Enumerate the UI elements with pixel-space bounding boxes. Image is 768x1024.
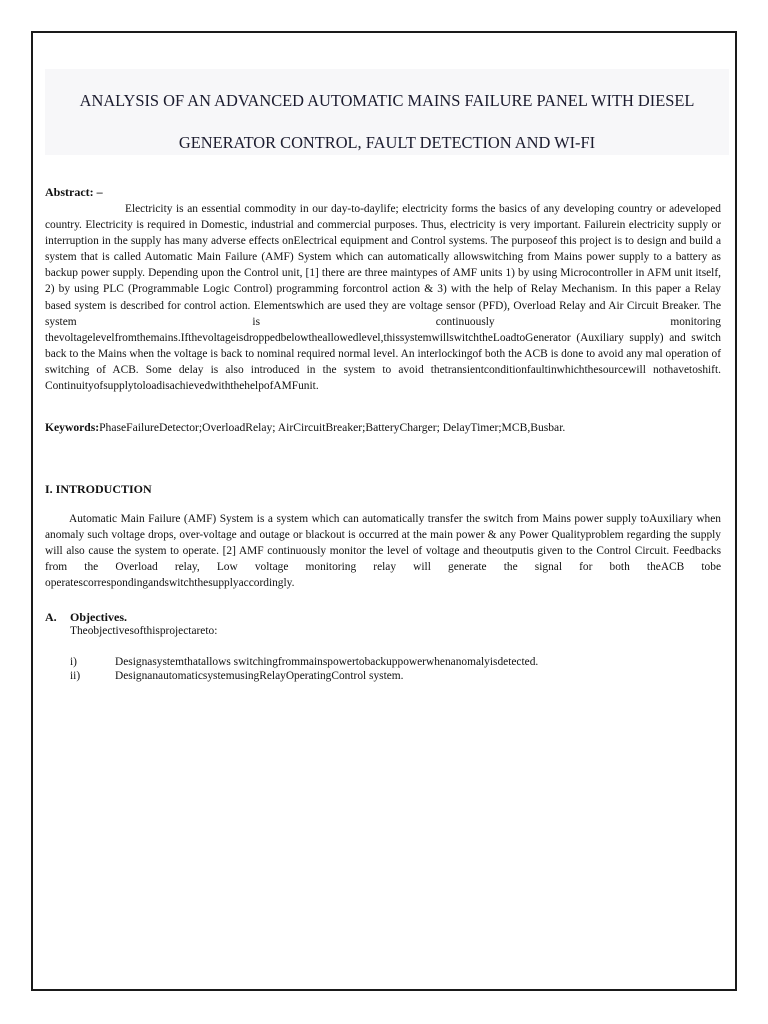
introduction-heading: I. INTRODUCTION (45, 482, 152, 496)
abstract-paragraph: Electricity is an essential commodity in our day-to-daylife; electricity forms the basics of any developing country or adeveloped country. Electricity is required in Domestic, industrial and commercial purposes. Thus, electricity is very important. Failurein electricity supply or interruption in the supply has many adverse effects onElectrical equipment and Control systems. The purposeof this project is to design and build a system that is called Automatic Main Failure (AMF) System which can automatically allowswitching from Mains power supply to a battery as backup power supply. Depending upon the Control unit, [1] there are three maintypes of AMF units 1) by using Microcontroller in AFM unit itself, 2) by using PLC (Programmable Logic Control) programming forcontrol action & 3) with the help of Relay Mechanism. In this paper a Relay based system is described for control action. Elementswhich are used they are voltage sensor (PFD), Overload Relay and Air Circuit Breaker. The system is continuously monitoring thevoltagelevelfromthemains.Ifthevoltageisdroppedbelowtheallowedlevel,thissystemwillswitchtheLoadtoGenerator (Auxiliary supply) and switch back to the Mains when the voltage is back to nominal required normal level. An interlockingof both the ACB is done to avoid any mal operation of switching of ACB. Some delay is also introduced in the system to avoid thetransientconditionfaultinwhichthesourcewill nothavetoshift. ContinuityofsupplytoloadisachievedwiththehelpofAMFunit. (45, 203, 721, 393)
paper-title-line-1: ANALYSIS OF AN ADVANCED AUTOMATIC MAINS FAILURE PANEL WITH DIESEL (79, 91, 695, 110)
abstract-heading: Abstract: – (45, 185, 103, 199)
keywords-text: PhaseFailureDetector;OverloadRelay; AirCircuitBreaker;BatteryCharger; DelayTimer;MCB,Busbar. (99, 421, 566, 434)
objectives-heading: Objectives. (70, 610, 127, 624)
introduction-paragraph: Automatic Main Failure (AMF) System is a system which can automatically transfer the switch from Mains power supply toAuxiliary when anomaly such voltage drops, over-voltage and outage or blackout is occurred at the main power & any Power Qualityproblem regarding the supply will also cause the system to operate. [2] AMF continuously monitor the level of voltage and theoutputis given to the Control Circuit. Feedbacks from the Overload relay, Low voltage monitoring relay will generate the signal for both theACB tobe operatescorrespondingandswitchthesupplyaccordingly. (45, 513, 721, 590)
objectives-intro: Theobjectivesofthisprojectareto: (70, 625, 218, 637)
paper-title-line-2: GENERATOR CONTROL, FAULT DETECTION AND WI-FI (178, 133, 596, 152)
objective-number: i) (70, 656, 77, 668)
objective-number: ii) (70, 670, 81, 682)
keywords-label: Keywords: (45, 421, 100, 434)
objective-text: DesignanautomaticsystemusingRelayOperatingControl system. (115, 670, 404, 682)
objectives-label: A. (45, 610, 57, 624)
keywords-line (45, 421, 565, 434)
objective-text: Designasystemthatallows switchingfrommainspowertobackuppowerwhenanomalyisdetected. (115, 656, 539, 668)
